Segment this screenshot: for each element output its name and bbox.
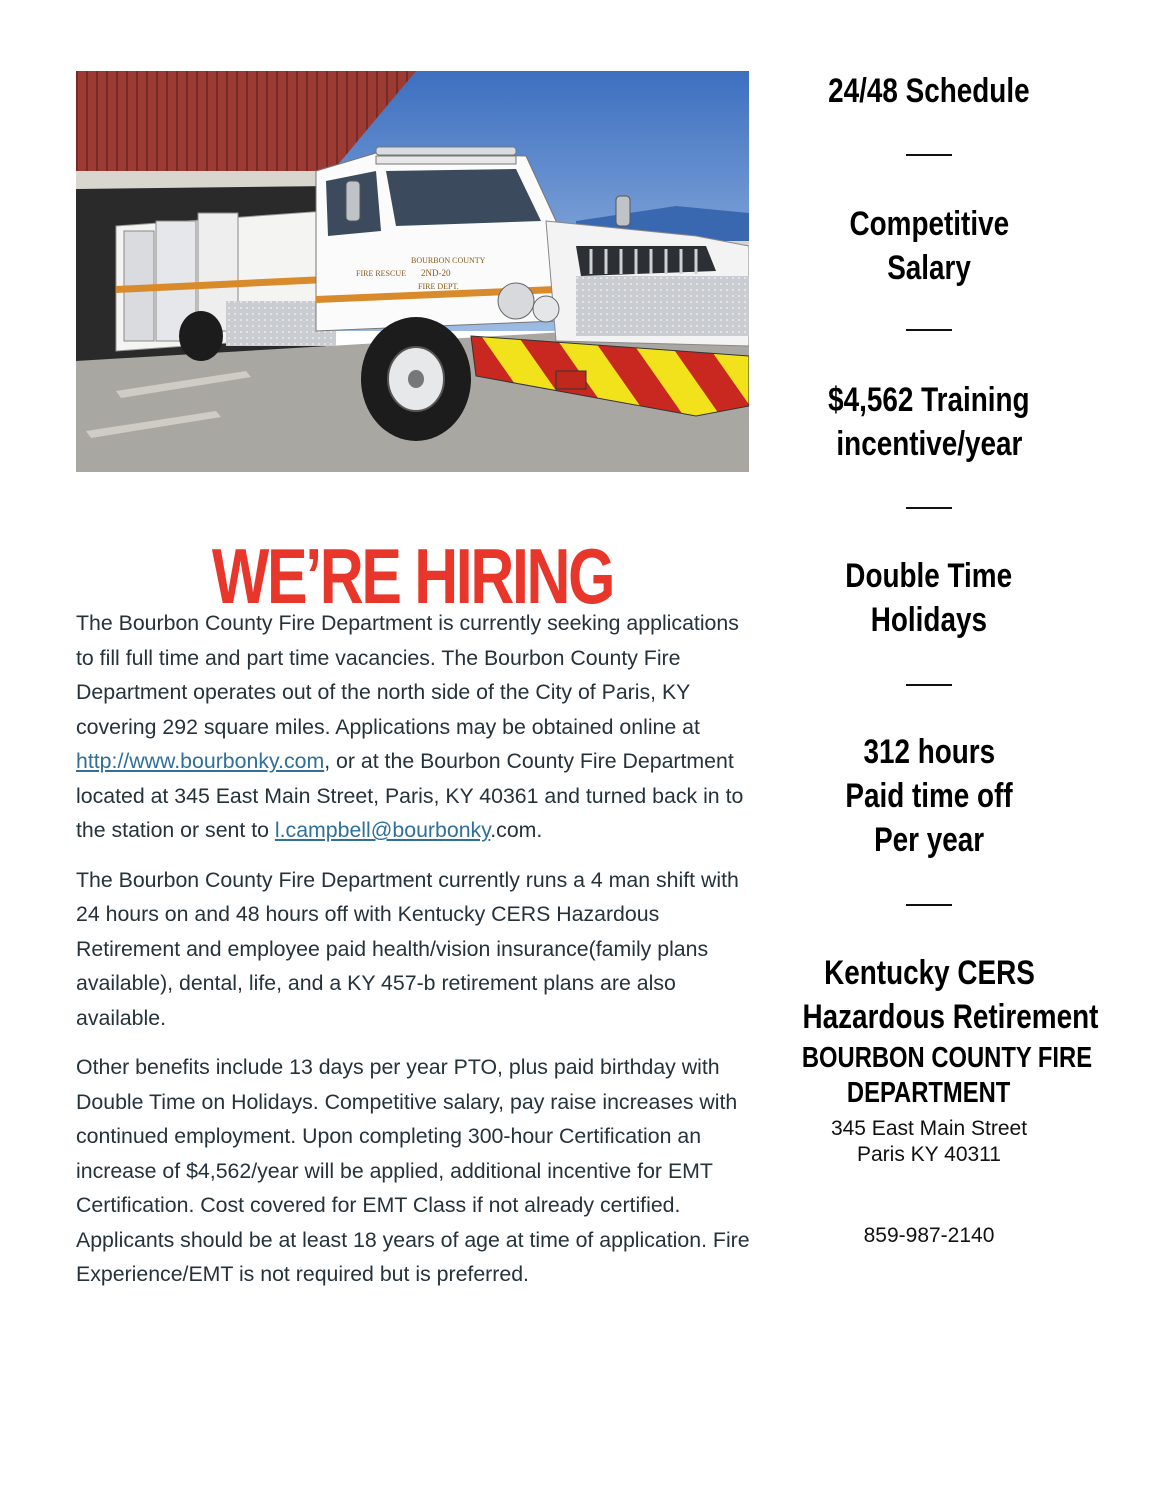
benefit-salary [770,202,1088,290]
email-link[interactable]: l.campbell@bourbonky [274,818,491,842]
retirement-line-2: Hazardous Retirement [802,998,1099,1036]
paragraph-shift-info: The Bourbon County Fire Department currently runs a 4 man shift with 24 hours on and 48 hours off with Kentucky CERS Hazardous Retirement and employee paid health/vision insurance(family plans available), dental, life, and a KY 457-b retirement plans are also available. [76,867,739,1030]
paragraph-1-text-a: The Bourbon County Fire Department is currently seeking applications to fill full time and part time vacancies. The Bourbon County Fire Department operates out of the north side of the City of Paris, KY covering 292 square miles. Applications may be obtained online at [76,611,739,739]
pto-line-3: Per year [873,821,985,859]
door-text-3: FIRE DEPT. [418,282,459,291]
paragraph-1-text-c: .com. [490,818,543,842]
department-name [770,1041,1093,1111]
benefit-retirement [770,951,1099,1039]
department-line-1: BOURBON COUNTY FIRE [801,1042,1093,1074]
separator [906,684,952,686]
job-description [76,606,756,1307]
headline-were-hiring: WE’RE HIRING [211,532,614,620]
body-text: FIRE RESCUE [356,269,407,278]
benefit-holidays [770,554,1088,642]
separator [906,904,952,906]
rear-wheel [179,311,223,361]
schedule-label: 24/48 Schedule [828,72,1030,110]
training-line-1: $4,562 Training [828,381,1030,419]
benefit-training [770,378,1088,466]
door-text-2: 2ND-20 [421,268,451,278]
retirement-line-1: Kentucky CERS [823,954,1035,992]
address-line-1: 345 East Main Street [830,1117,1028,1140]
salary-line-1: Competitive [849,205,1009,243]
headlight [498,283,534,319]
holidays-line-2: Holidays [870,601,988,639]
paragraph-1-text-b: , or at the Bourbon County Fire Department located at 345 East Main Street, Paris, KY 40361 and turned back in to the station or sent to [76,749,744,842]
door-text-1: BOURBON COUNTY [411,256,486,265]
department-phone: 859-987-2140 [863,1224,995,1247]
pto-line-2: Paid time off [845,777,1013,815]
fire-truck-photo [76,71,749,472]
fire-truck-illustration [76,71,749,472]
holidays-line-1: Double Time [845,557,1013,595]
paragraph-benefits: Other benefits include 13 days per year PTO, plus paid birthday with Double Time on Holidays. Competitive salary, pay raise increases with continued employment. Upon completing 300-hour Certification an increase of $4,562/year will be applied, additional incentive for EMT Certification. Cost covered for EMT Class if not already certified. Applicants should be at least 18 years of age at time of application. Fire Experience/EMT is not required but is preferred. [76,1055,750,1286]
paragraph-application-info [76,606,756,848]
separator [906,507,952,509]
department-address [770,1116,1088,1168]
department-line-2: DEPARTMENT [847,1077,1011,1109]
bourbonky-website-link[interactable]: http://www.bourbonky.com [76,749,325,773]
benefit-schedule [770,69,1088,113]
address-line-2: Paris KY 40311 [857,1143,1001,1166]
training-line-2: incentive/year [836,425,1022,463]
benefit-pto [770,730,1088,862]
separator [906,154,952,156]
separator [906,329,952,331]
salary-line-2: Salary [887,249,971,287]
windshield [386,169,541,226]
pto-line-1: 312 hours [863,733,995,771]
